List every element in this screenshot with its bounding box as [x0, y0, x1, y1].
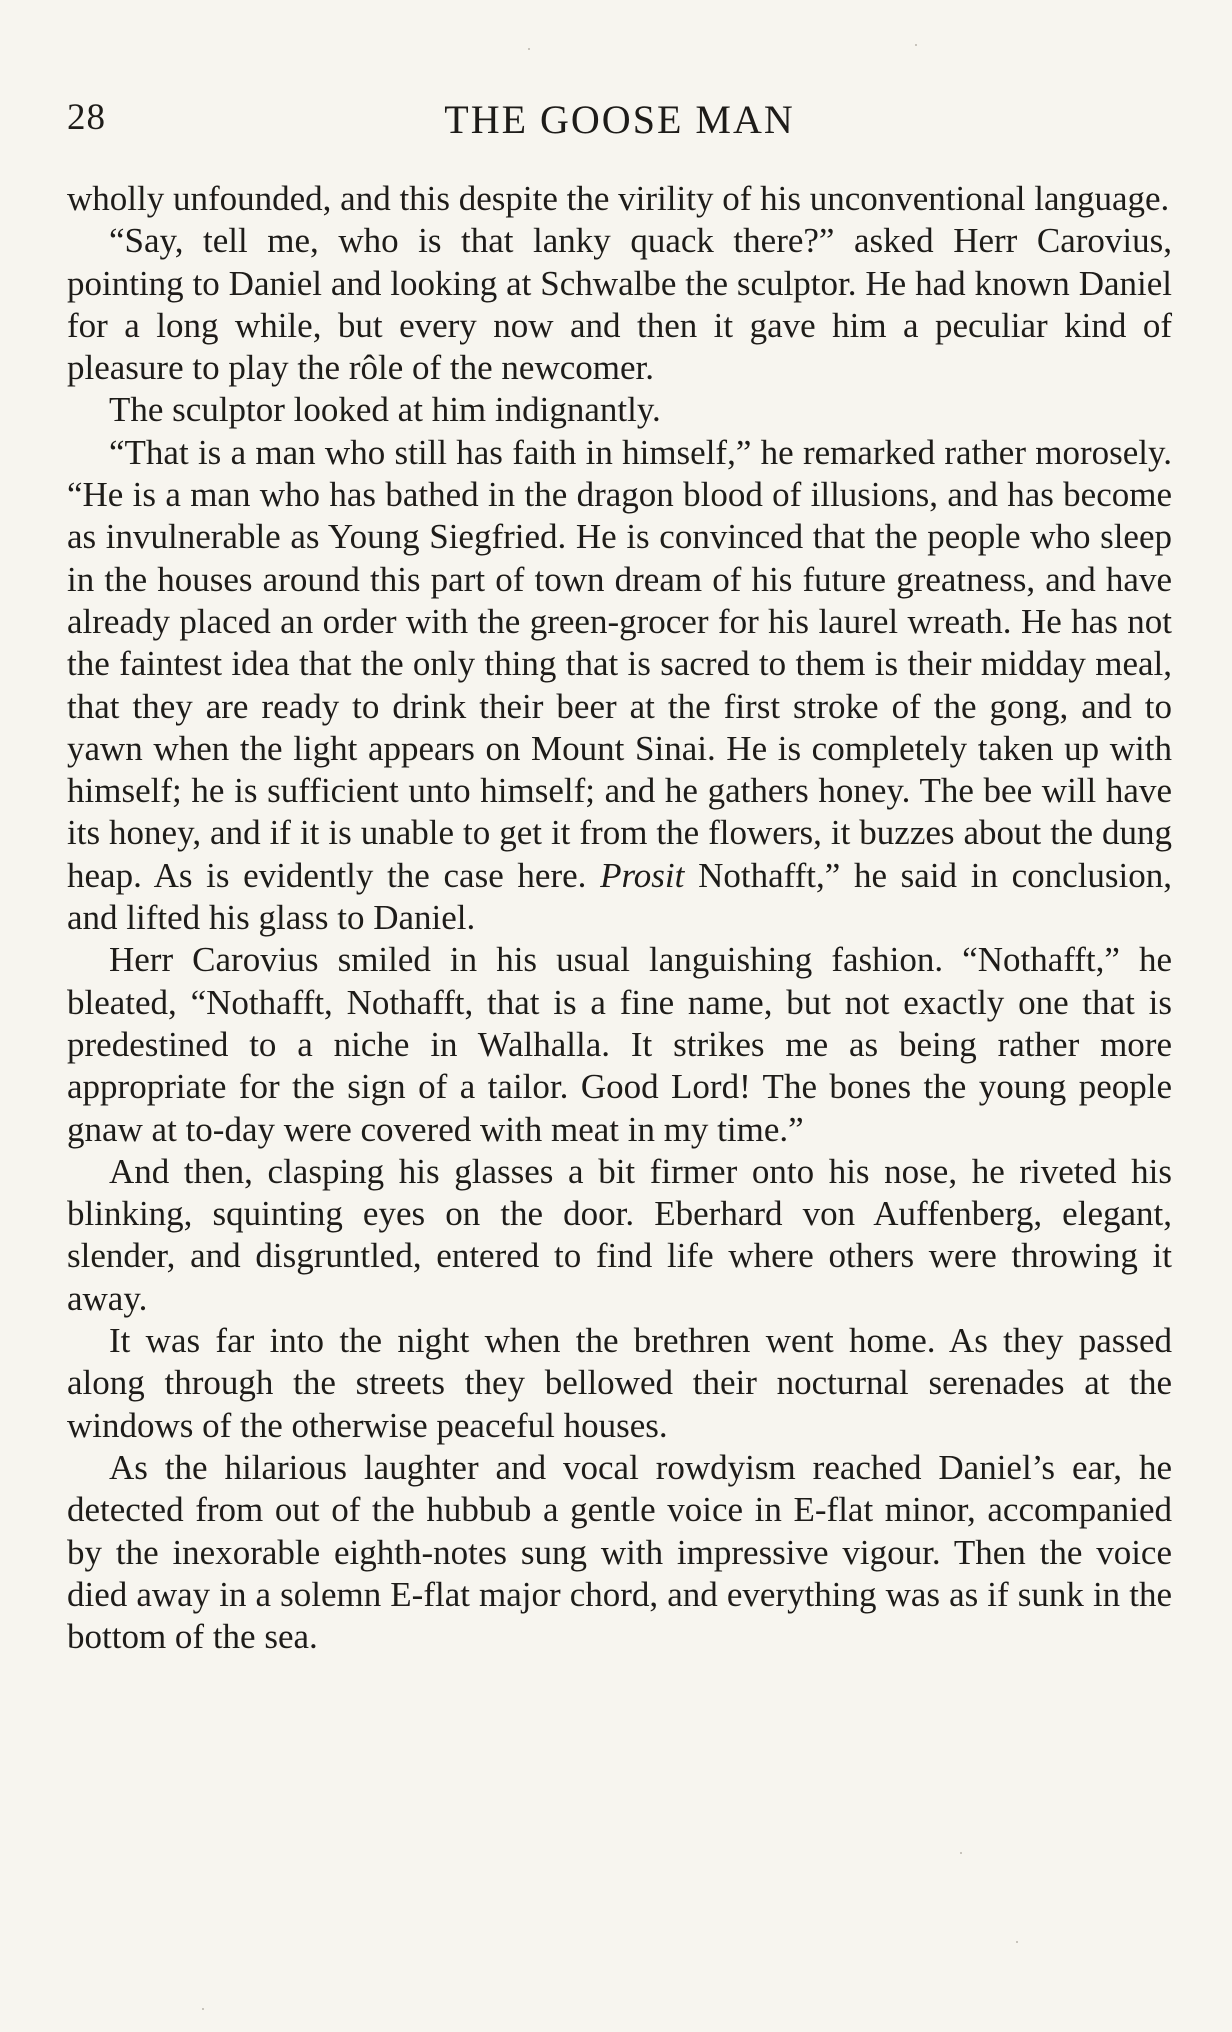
paragraph: And then, clasping his glasses a bit firmer onto his nose, he riveted his blinking, squinting eyes on the door. Eberhard von Auffenberg, elegant, slender, and disgruntled, entered to find life where others were throwing it away. — [67, 1151, 1172, 1318]
paragraph-continued: wholly unfounded, and this despite the virility of his unconventional language. — [67, 179, 1170, 218]
paragraph: As the hilarious laughter and vocal rowdyism reached Daniel’s ear, he detected from out of the hubbub a gentle voice in E-flat minor, accompanied by the inexorable eighth-notes sung with impressive vigour. Then the voice died away in a solemn E-flat major chord, and everything was as if sunk in the bottom of the sea. — [67, 1447, 1172, 1657]
paragraph: “Say, tell me, who is that lanky quack there?” asked Herr Carovius, pointing to Daniel and looking at Schwalbe the sculptor. He had known Daniel for a long while, but every now and then it gave him a peculiar kind of pleasure to play the rôle of the newcomer. — [67, 221, 1172, 388]
running-title: THE GOOSE MAN — [444, 97, 795, 142]
italic-word: Prosit — [600, 855, 685, 895]
paragraph: It was far into the night when the brethren went home. As they passed along through the streets they bellowed their nocturnal serenades at the windows of the otherwise peaceful houses. — [67, 1321, 1172, 1445]
paper-speck — [528, 48, 530, 50]
body-text — [67, 178, 1172, 1658]
paragraph-schwalbe-speech — [67, 432, 1172, 940]
page-number: 28 — [67, 97, 106, 138]
page-header — [67, 96, 1172, 146]
paragraph: Herr Carovius smiled in his usual languishing fashion. “Nothafft,” he bleated, “Nothafft, Nothafft, that is a fine name, but not exactly one that is predestined to a niche in Walhalla. It strikes me as being rather more appropriate for the sign of a tailor. Good Lord! The bones the young people gnaw at to-day were covered with meat in my time.” — [67, 940, 1172, 1149]
paper-speck — [202, 2008, 204, 2010]
paragraph: The sculptor looked at him indignantly. — [109, 390, 661, 430]
speech-text: “That is a man who still has faith in himself,” he remarked rather morosely. “He is a man who has bathed in the dragon blood of illusions, and has become as invulnerable as Young Siegfried. He is convinced that the people who sleep in the houses around this part of town dream of his future greatness, and have already placed an order with the green-grocer for his laurel wreath. He has not the faintest idea that the only thing that is sacred to them is their midday meal, that they are ready to drink their beer at the first stroke of the gong, and to yawn when the light appears on Mount Sinai. He is completely taken up with himself; he is sufficient unto himself; and he gathers honey. The bee will have its honey, and if it is unable to get it from the flowers, it buzzes about the dung heap. As is evidently the case here. — [67, 432, 1172, 895]
paper-speck — [1016, 1941, 1018, 1943]
speech-ending: Nothafft,” he said in conclusion, and lifted his glass to Daniel. — [67, 855, 1173, 938]
paper-speck — [960, 1852, 962, 1854]
paper-speck — [915, 44, 917, 46]
